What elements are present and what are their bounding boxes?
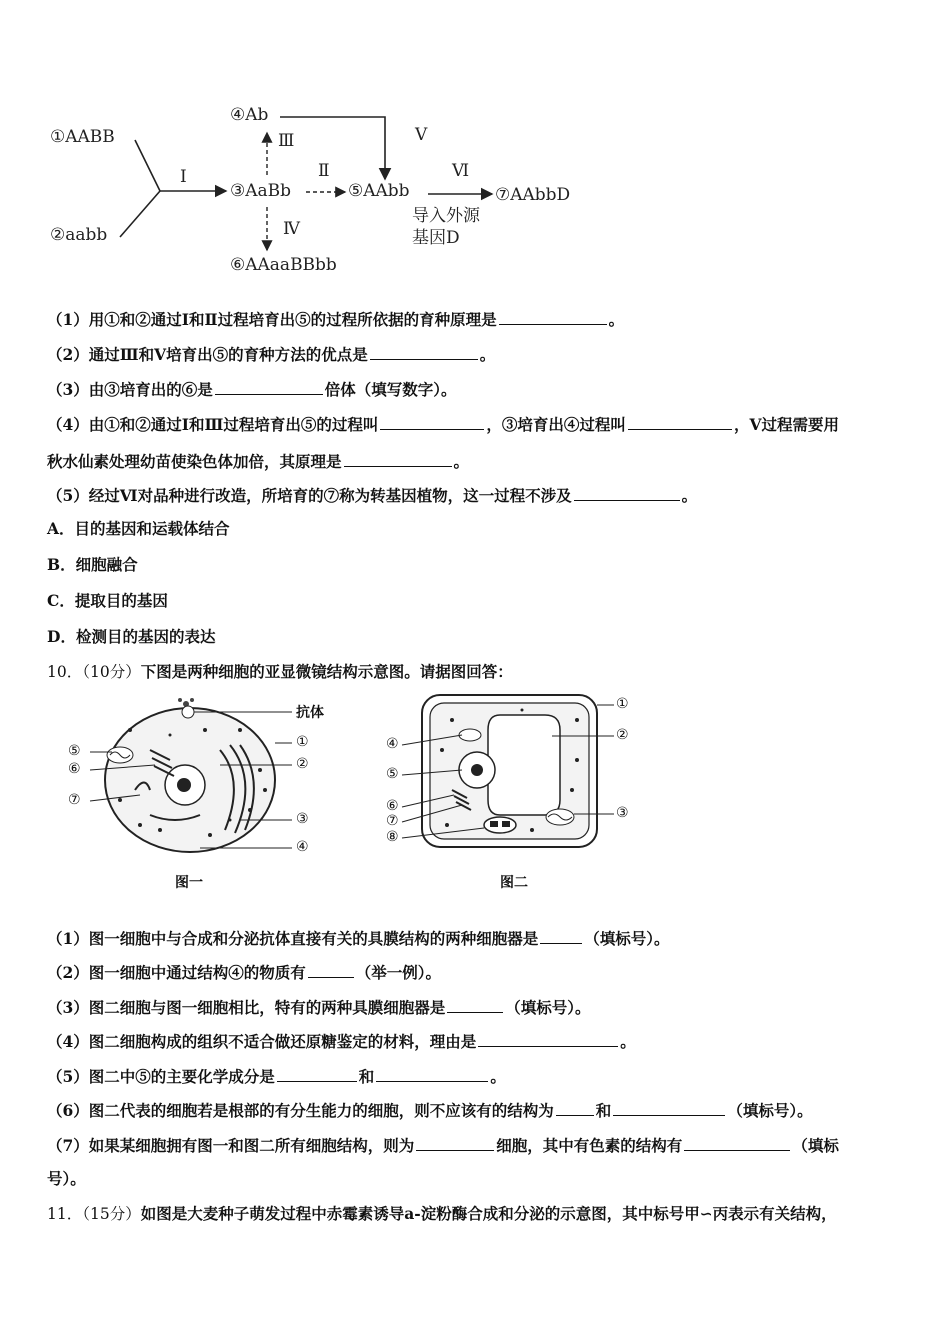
q10-heading [47,661,513,683]
fig1-label-2: ② [296,756,309,772]
option-a[interactable]: A．目的基因和运载体结合 [47,519,230,538]
fig1-label-4: ④ [296,839,309,855]
node-5: ⑤AAbb [348,181,410,201]
answer-blank[interactable] [684,1134,790,1151]
q10-text: 下图是两种细胞的亚显微镜结构示意图。请据图回答： [140,662,513,681]
q10-part6: （6）图二代表的细胞若是根部的有分生能力的细胞，则不应该有的结构为 和 （填标号）。 [47,1101,813,1120]
node-1: ①AABB [50,127,115,147]
fig2-label-4: ④ [386,736,399,752]
node-3: ③AaBb [230,181,292,201]
q10-part7-cont: 号）。 [47,1169,86,1188]
fig1-label-7: ⑦ [68,792,81,808]
antibody-label: 抗体 [296,705,324,721]
figure-2-caption: 图二 [500,875,528,891]
answer-blank[interactable] [277,1065,357,1082]
answer-blank[interactable] [574,484,680,501]
q11-number: 11． [47,1205,83,1223]
roman-5: Ⅴ [415,125,428,145]
breeding-diagram [40,95,600,280]
figure-1-animal-cell [60,690,350,895]
answer-blank[interactable] [308,961,354,978]
fig2-label-6: ⑥ [386,798,399,814]
answer-blank[interactable] [628,413,732,430]
note-line-1: 导入外源 [412,206,480,226]
q11-score: （15分） [82,1205,141,1223]
answer-blank[interactable] [376,1065,488,1082]
option-b[interactable]: B．细胞融合 [47,555,138,574]
answer-blank[interactable] [478,1030,618,1047]
answer-blank[interactable] [556,1099,594,1116]
fig2-label-3: ③ [616,805,629,821]
q10-number: 10． [47,663,83,681]
q10-part7: （7）如果某细胞拥有图一和图二所有细胞结构，则为 细胞，其中有色素的结构有 （填标 [47,1136,839,1155]
answer-blank[interactable] [540,927,582,944]
figure-2-plant-cell [382,690,642,895]
q10-score: （10分） [82,663,141,681]
q9-part2: （2）通过Ⅲ和Ⅴ培育出⑤的育种方法的优点是 。 [47,345,496,364]
fig2-label-7: ⑦ [386,813,399,829]
answer-blank[interactable] [499,308,607,325]
roman-1: Ⅰ [180,167,187,187]
q10-part2: （2）图一细胞中通过结构④的物质有 （举一例）。 [47,963,442,982]
node-6: ⑥AAaaBBbb [230,255,337,275]
answer-blank[interactable] [380,413,484,430]
answer-blank[interactable] [370,343,478,360]
figure-1-caption: 图一 [175,875,203,891]
node-7: ⑦AAbbD [495,185,571,205]
answer-blank[interactable] [215,378,323,395]
q9-part5: （5）经过Ⅵ对品种进行改造，所培育的⑦称为转基因植物，这一过程不涉及 。 [47,486,698,505]
roman-3: Ⅲ [278,131,295,151]
fig2-label-5: ⑤ [386,766,399,782]
q9-part4-cont: 秋水仙素处理幼苗使染色体加倍，其原理是 。 [47,452,470,471]
roman-4: Ⅳ [283,219,300,239]
plant-cell-drawing [382,690,642,895]
option-c[interactable]: C．提取目的基因 [47,591,168,610]
answer-blank[interactable] [447,996,503,1013]
fig2-label-2: ② [616,727,629,743]
fig1-label-5: ⑤ [68,743,81,759]
node-4: ④Ab [230,105,269,125]
fig2-label-8: ⑧ [386,829,399,845]
answer-blank[interactable] [613,1099,725,1116]
fig1-label-3: ③ [296,811,309,827]
q9-part4: （4）由①和②通过Ⅰ和Ⅲ过程培育出⑤的过程叫 ，③培育出④过程叫 ，Ⅴ过程需要用 [47,415,839,434]
option-d[interactable]: D．检测目的基因的表达 [47,627,216,646]
q10-part5: （5）图二中⑤的主要化学成分是 和 。 [47,1067,506,1086]
node-2: ②aabb [50,225,108,245]
fig2-label-1: ① [616,696,629,712]
q10-part4: （4）图二细胞构成的组织不适合做还原糖鉴定的材料，理由是 。 [47,1032,636,1051]
q11-text: 如图是大麦种子萌发过程中赤霉素诱导a-淀粉酶合成和分泌的示意图，其中标号甲∽丙表示有关结构， [140,1204,837,1223]
roman-2: Ⅱ [318,161,330,181]
q11-heading [47,1203,837,1225]
q9-part1: （1）用①和②通过Ⅰ和Ⅱ过程培育出⑤的过程所依据的育种原理是 。 [47,310,625,329]
q9-part3: （3）由③培育出的⑥是 倍体（填写数字）。 [47,380,457,399]
answer-blank[interactable] [344,450,452,467]
fig1-label-1: ① [296,734,309,750]
q10-part3: （3）图二细胞与图一细胞相比，特有的两种具膜细胞器是 （填标号）。 [47,998,591,1017]
fig1-label-6: ⑥ [68,761,81,777]
answer-blank[interactable] [416,1134,494,1151]
roman-6: Ⅵ [452,161,470,181]
q10-part1: （1）图一细胞中与合成和分泌抗体直接有关的具膜结构的两种细胞器是 （填标号）。 [47,929,670,948]
note-line-2: 基因D [412,228,460,248]
